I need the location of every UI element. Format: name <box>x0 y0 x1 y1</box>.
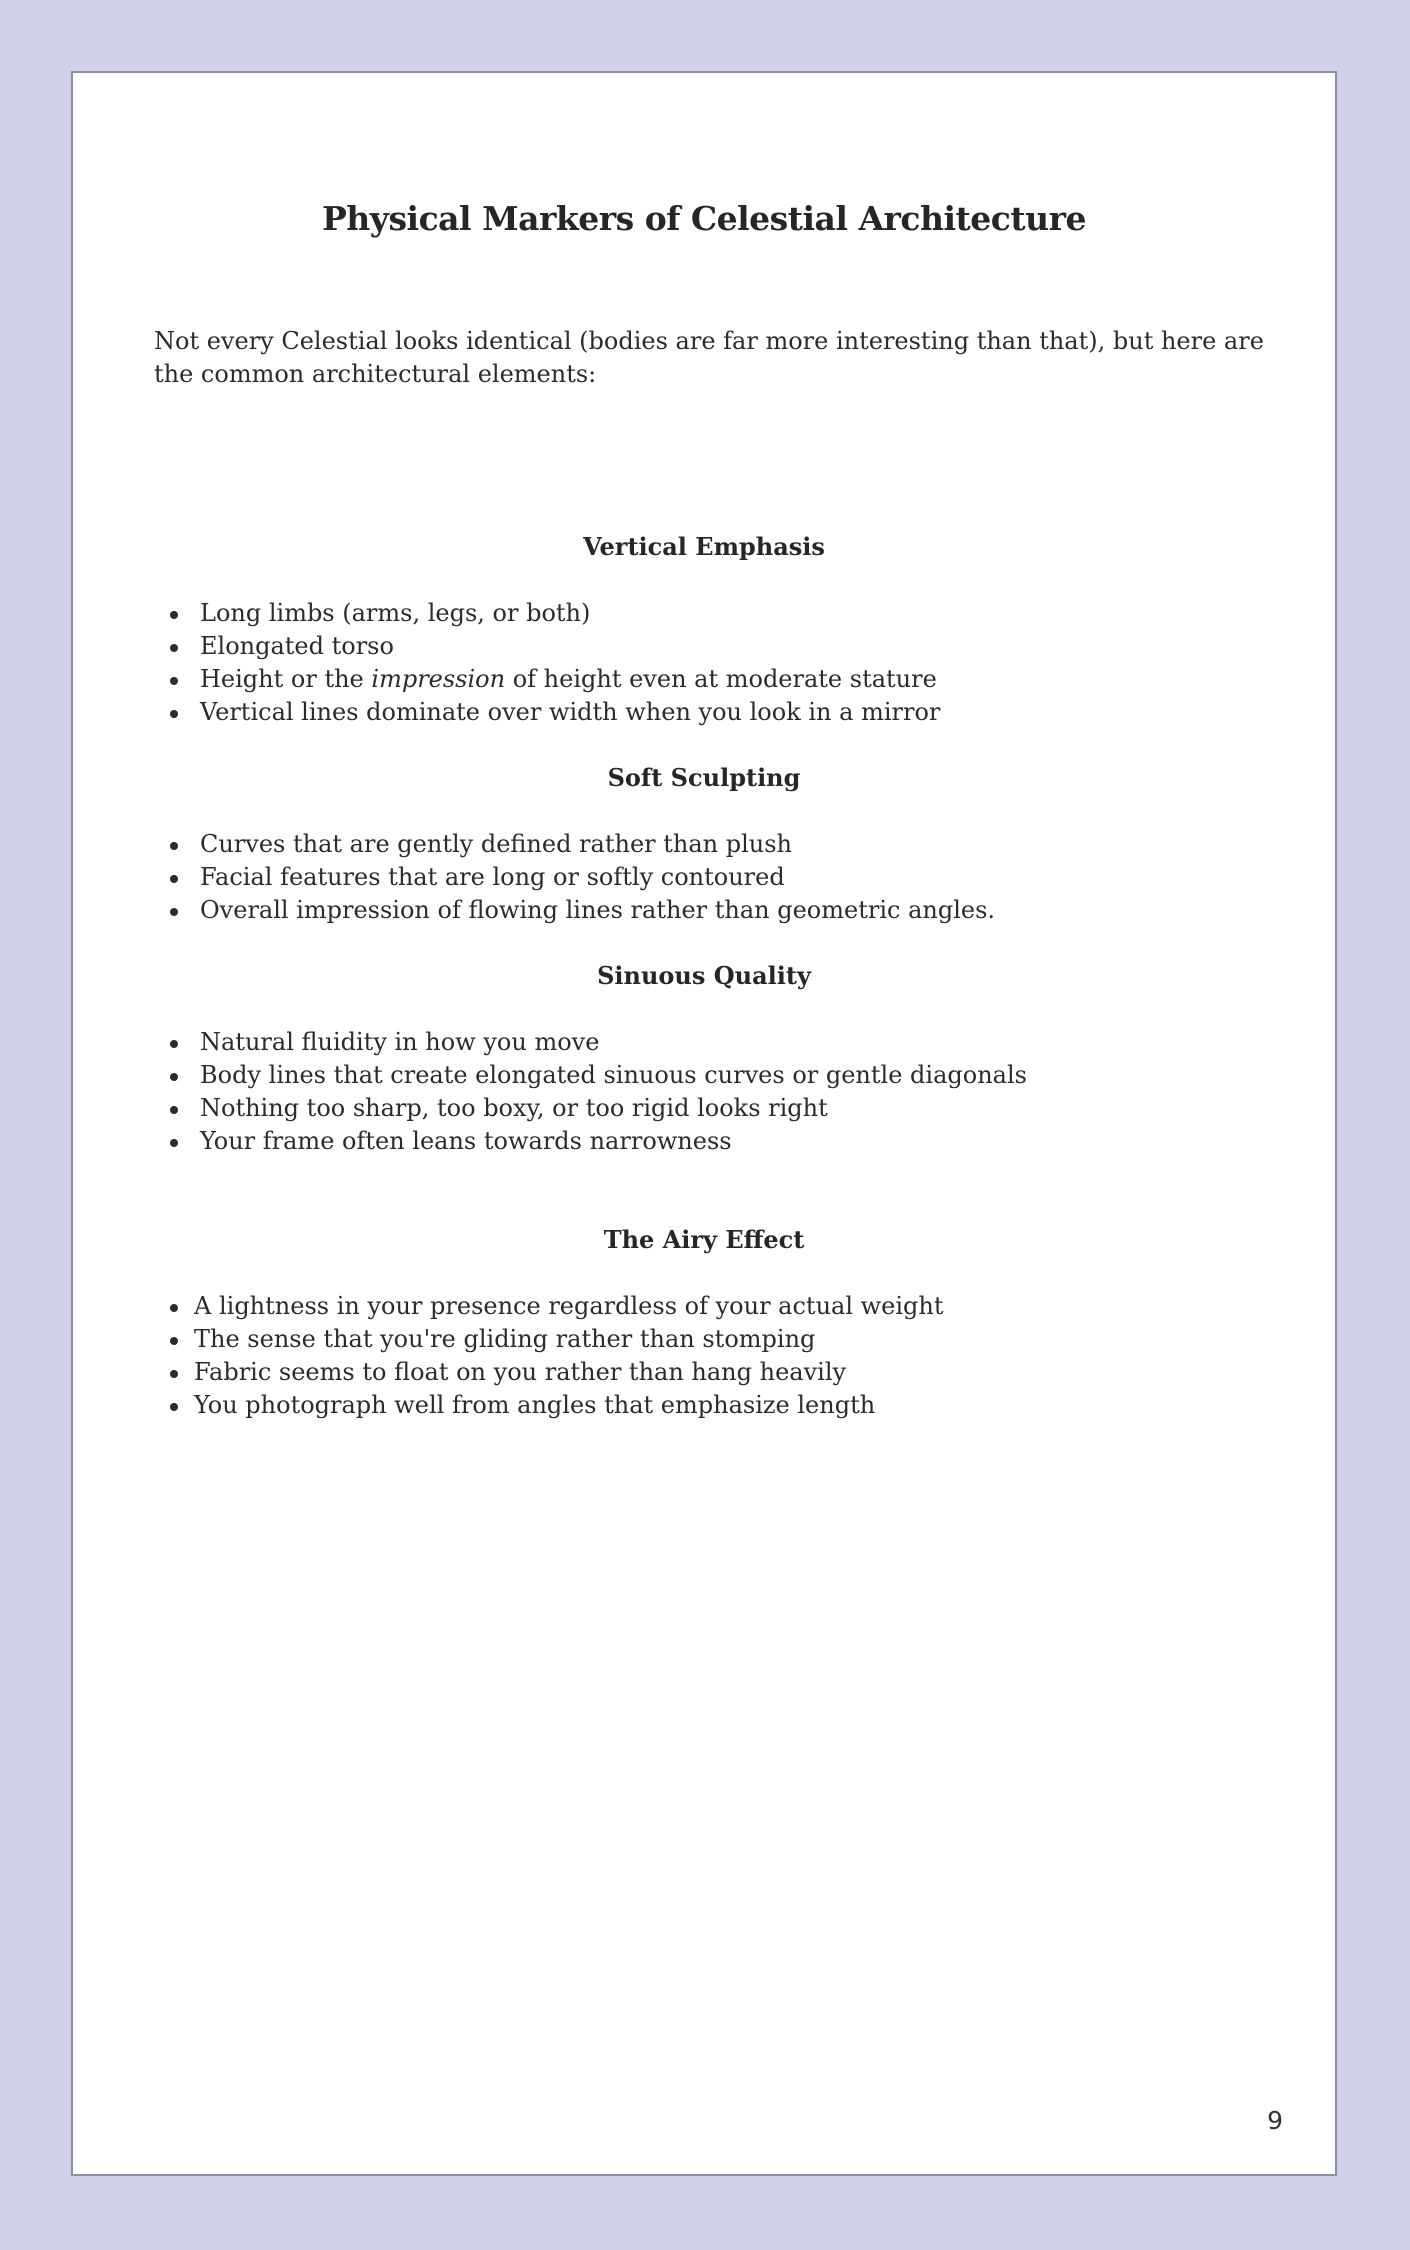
intro-paragraph: Not every Celestial looks identical (bodies are far more interesting than that), but here are the common architectural elements: <box>154 327 1264 388</box>
list-item: Nothing too sharp, too boxy, or too rigid looks right <box>73 1092 1335 1125</box>
list-item: Vertical lines dominate over width when you look in a mirror <box>73 696 1335 729</box>
section-vertical-emphasis <box>73 530 1335 729</box>
page-title: Physical Markers of Celestial Architecture <box>321 199 1087 238</box>
list-item: Your frame often leans towards narrowness <box>73 1125 1335 1158</box>
list-item: Elongated torso <box>73 630 1335 663</box>
page-number: 9 <box>1267 2106 1283 2135</box>
section-airy-effect <box>73 1223 1335 1422</box>
list-item: Body lines that create elongated sinuous curves or gentle diagonals <box>73 1059 1335 1092</box>
list-item: Facial features that are long or softly contoured <box>73 861 1335 894</box>
section-heading: Sinuous Quality <box>597 961 811 990</box>
bullet-list <box>73 1290 1335 1422</box>
document-page <box>71 71 1337 2176</box>
bullet-list <box>73 1026 1335 1158</box>
list-item: Curves that are gently defined rather than plush <box>73 828 1335 861</box>
list-item: The sense that you're gliding rather than stomping <box>73 1323 1335 1356</box>
list-item: Long limbs (arms, legs, or both) <box>73 597 1335 630</box>
section-sinuous-quality <box>73 959 1335 1158</box>
list-item-text: Height or the <box>200 665 372 693</box>
bullet-list <box>73 828 1335 927</box>
list-item: Overall impression of flowing lines rather than geometric angles. <box>73 894 1335 927</box>
bullet-list <box>73 597 1335 729</box>
list-item: Fabric seems to float on you rather than hang heavily <box>73 1356 1335 1389</box>
section-heading: The Airy Effect <box>603 1225 805 1254</box>
list-item-text: of height even at moderate stature <box>505 665 937 693</box>
list-item <box>73 663 1335 696</box>
emphasis-text: impression <box>371 665 506 693</box>
section-heading: Vertical Emphasis <box>583 532 825 561</box>
section-soft-sculpting <box>73 761 1335 927</box>
list-item: A lightness in your presence regardless of your actual weight <box>73 1290 1335 1323</box>
list-item: Natural fluidity in how you move <box>73 1026 1335 1059</box>
section-heading: Soft Sculpting <box>607 763 801 792</box>
list-item: You photograph well from angles that emphasize length <box>73 1389 1335 1422</box>
